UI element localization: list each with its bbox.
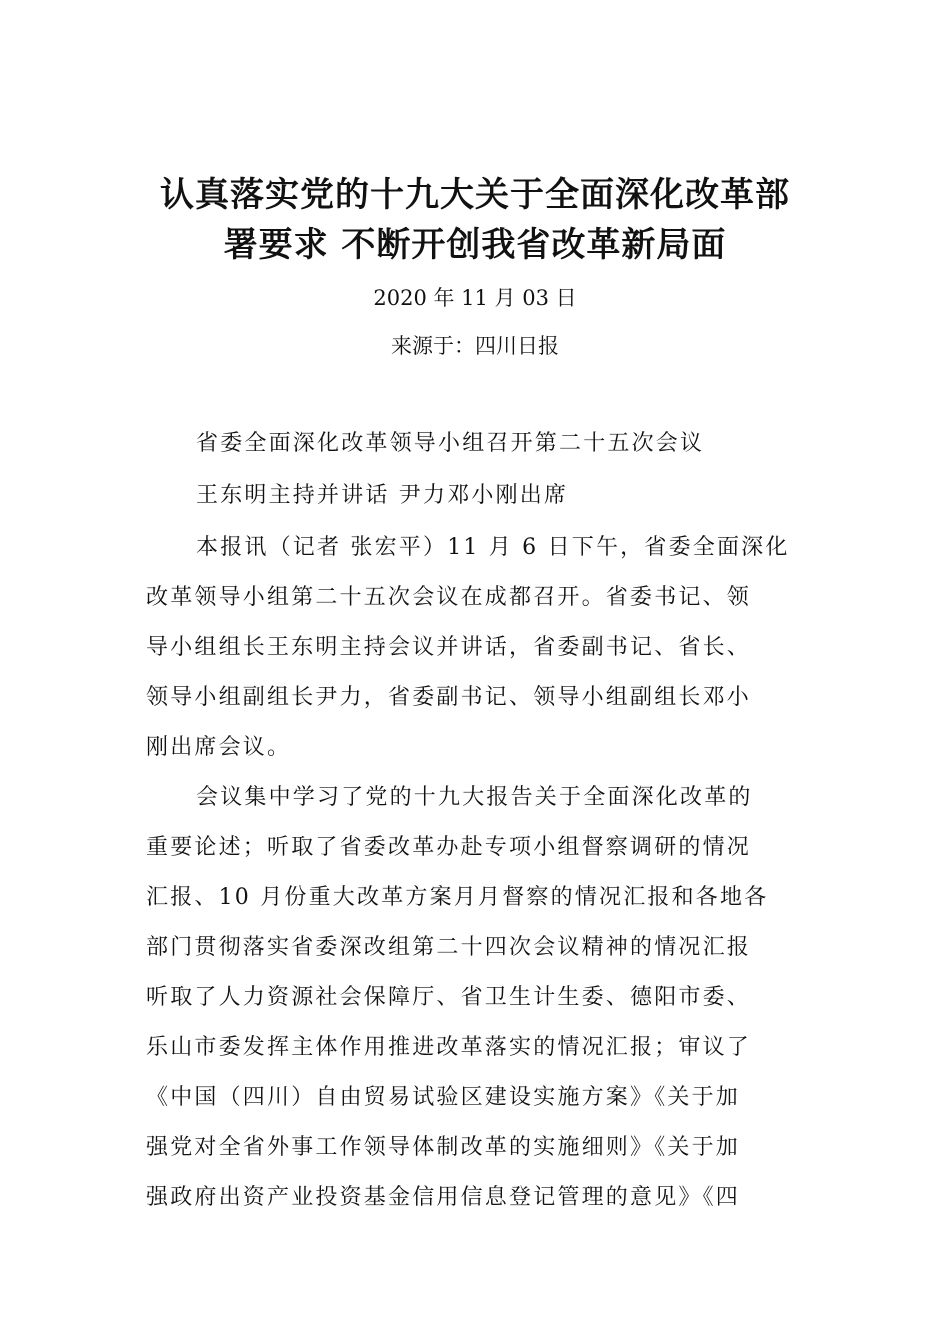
paragraph-2-line: 部门贯彻落实省委深改组第二十四次会议精神的情况汇报	[146, 935, 752, 960]
subheading-meeting: 省委全面深化改革领导小组召开第二十五次会议	[196, 431, 705, 456]
subheading-attendees: 王东明主持并讲话 尹力邓小刚出席	[196, 483, 569, 508]
paragraph-2-line: 重要论述；听取了省委改革办赴专项小组督察调研的情况	[146, 835, 752, 860]
paragraph-2-line: 会议集中学习了党的十九大报告关于全面深化改革的	[196, 785, 753, 810]
paragraph-2-line: 听取了人力资源社会保障厅、省卫生计生委、德阳市委、	[146, 985, 752, 1010]
paragraph-2-line: 《中国（四川）自由贸易试验区建设实施方案》《关于加	[146, 1085, 741, 1110]
paragraph-1-line: 领导小组副组长尹力，省委副书记、领导小组副组长邓小	[146, 685, 752, 710]
paragraph-1-line: 本报讯（记者 张宏平）11 月 6 日下午，省委全面深化	[196, 535, 790, 560]
title-line-2: 署要求 不断开创我省改革新局面	[223, 225, 727, 265]
source-line: 来源于：四川日报	[391, 334, 559, 358]
paragraph-1-line: 改革领导小组第二十五次会议在成都召开。省委书记、领	[146, 585, 752, 610]
paragraph-1-line: 导小组组长王东明主持会议并讲话，省委副书记、省长、	[146, 635, 752, 660]
paragraph-1-line: 刚出席会议。	[146, 735, 292, 760]
paragraph-2-line: 汇报、10 月份重大改革方案月月督察的情况汇报和各地各	[146, 885, 769, 910]
paragraph-2-line: 乐山市委发挥主体作用推进改革落实的情况汇报；审议了	[146, 1035, 752, 1060]
publish-date: 2020 年 11 月 03 日	[373, 286, 577, 310]
paragraph-2-line: 强党对全省外事工作领导体制改革的实施细则》《关于加	[146, 1135, 741, 1160]
paragraph-2-line: 强政府出资产业投资基金信用信息登记管理的意见》《四	[146, 1185, 741, 1210]
title-line-1: 认真落实党的十九大关于全面深化改革部	[160, 175, 790, 215]
